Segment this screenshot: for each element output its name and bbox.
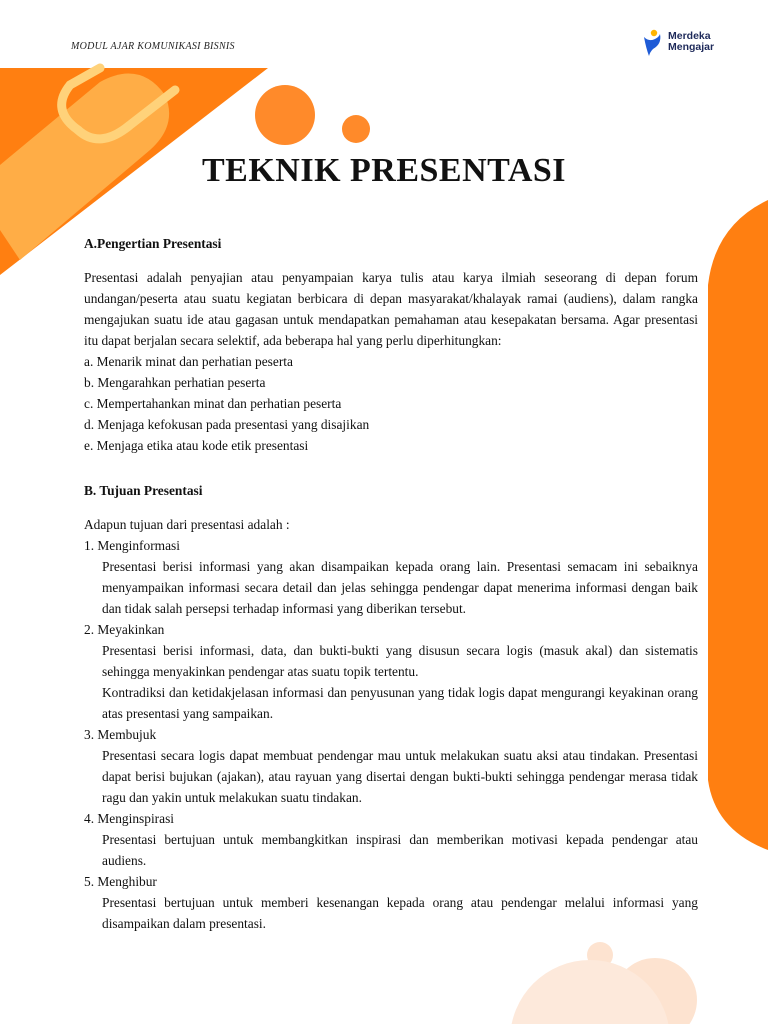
purpose-text: Presentasi bertujuan untuk membangkitkan inspirasi dan memberikan motivasi kepada pendengar atau audiens. (102, 832, 698, 868)
section-b-intro: Adapun tujuan dari presentasi adalah : (84, 517, 290, 532)
document-body (84, 233, 698, 934)
purpose-label: 5. Menghibur (84, 874, 157, 889)
list-item: e. Menjaga etika atau kode etik presentasi (84, 438, 309, 453)
purpose-text: Presentasi secara logis dapat membuat pendengar mau untuk melakukan suatu aksi atau tindakan. Presentasi dapat berisi bujukan (ajakan), atau rayuan yang disertai dengan bukti-bukti sehingga pendengar merasa tidak ragu dan yakin untuk melakukan suatu tindakan. (102, 748, 698, 805)
right-orange-shape (708, 200, 768, 850)
list-item: d. Menjaga kefokusan pada presentasi yang disajikan (84, 417, 370, 432)
section-b-heading: B. Tujuan Presentasi (84, 483, 203, 498)
list-item: b. Mengarahkan perhatian peserta (84, 375, 266, 390)
logo-line-1: Merdeka (668, 30, 711, 42)
purpose-text: Presentasi berisi informasi, data, dan bukti-bukti yang disusun secara logis (masuk akal) dan sistematis sehingga menyakinkan pendengar atas suatu topik tertentu. (102, 643, 698, 679)
small-orange-circle (342, 115, 370, 143)
logo-line-2: Mengajar (668, 41, 715, 53)
purpose-label: 3. Membujuk (84, 727, 157, 742)
list-item: c. Mempertahankan minat dan perhatian peserta (84, 396, 342, 411)
purpose-label: 4. Menginspirasi (84, 811, 175, 826)
merdeka-mengajar-logo (640, 28, 730, 60)
purpose-text: Presentasi bertujuan untuk memberi kesenangan kepada orang atau pendengar melalui informasi yang disampaikan dalam presentasi. (102, 895, 698, 931)
large-orange-circle (255, 85, 315, 145)
section-a-heading: A.Pengertian Presentasi (84, 236, 222, 251)
page-title: TEKNIK PRESENTASI (201, 152, 567, 189)
logo-figure-icon (640, 28, 664, 58)
purpose-label: 2. Meyakinkan (84, 622, 165, 637)
section-a-paragraph: Presentasi adalah penyajian atau penyampaian karya tulis atau karya ilmiah seseorang di depan forum undangan/peserta atau suatu kegiatan berbicara di depan masyarakat/khalayak ramai (audiens), dalam rangka mengajukan suatu ide atau gagasan untuk mendapatkan pemahaman atau kesepakatan bersama. Agar presentasi itu dapat berjalan secara selektif, ada beberapa hal yang perlu diperhitungkan: (84, 270, 698, 348)
purpose-label: 1. Menginformasi (84, 538, 180, 553)
purpose-text-extra: Kontradiksi dan ketidakjelasan informasi dan penyusunan yang tidak logis dapat mengurangi keyakinan orang atas presentasi yang sampaikan. (102, 685, 698, 721)
list-item: a. Menarik minat dan perhatian peserta (84, 354, 293, 369)
module-title: MODUL AJAR KOMUNIKASI BISNIS (71, 41, 235, 52)
purpose-text: Presentasi berisi informasi yang akan disampaikan kepada orang lain. Presentasi semacam ini sebaiknya menyampaikan informasi secara detail dan jelas sehingga pendengar dapat menerima informasi dengan baik dan tidak salah persepsi terhadap informasi yang diberikan tersebut. (102, 559, 698, 616)
